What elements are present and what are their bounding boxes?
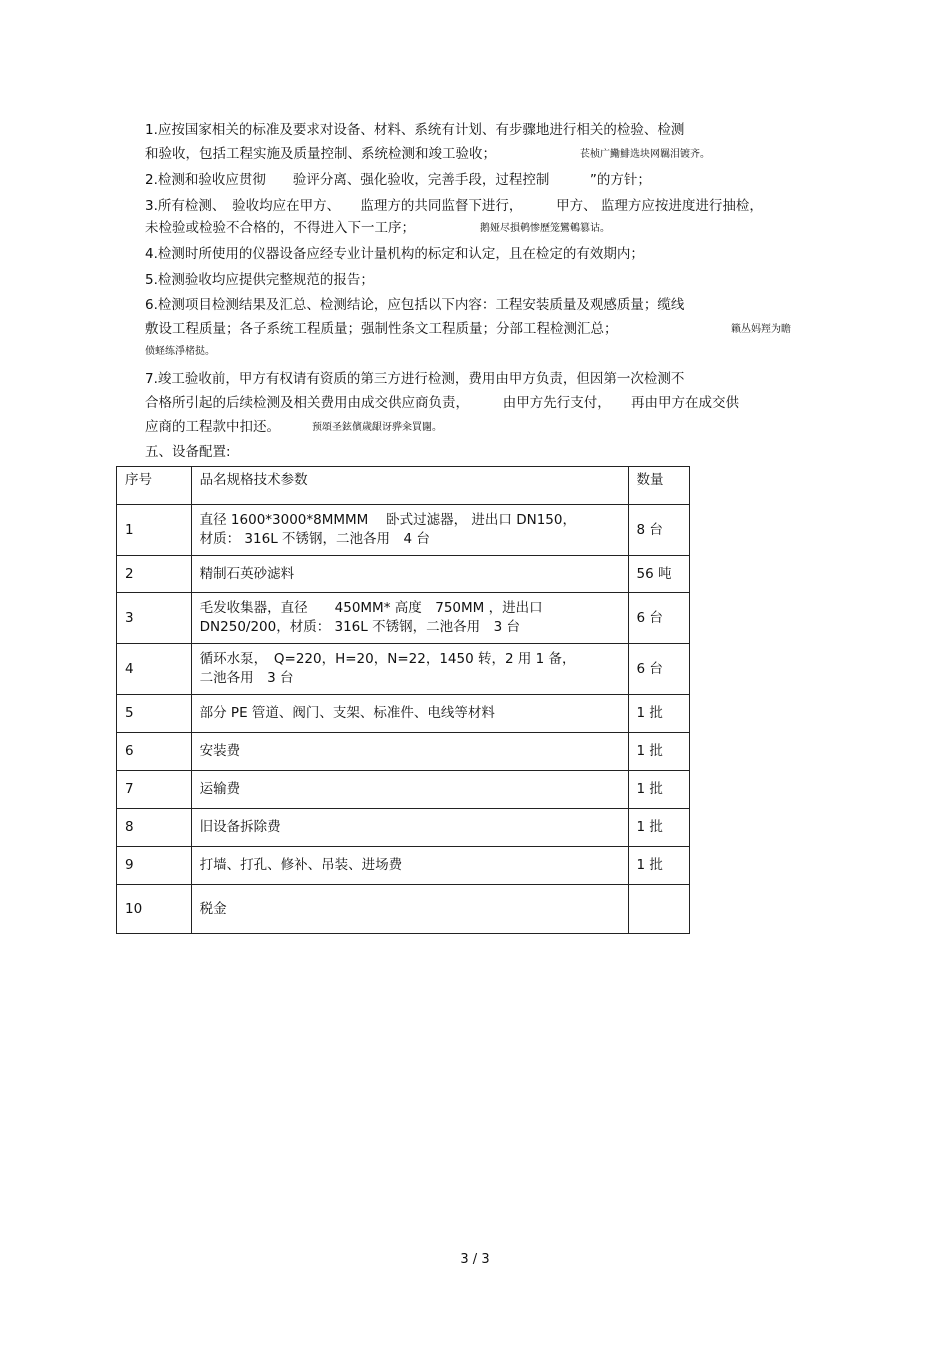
row-spec-line-2: 二池各用 3 台 [199,670,294,686]
row-spec-line-1: 循环水泵， Q=220，H=20，N=22，1450 转，2 用 1 备， [199,651,576,667]
row-no: 8 [117,809,192,847]
row-spec [191,644,628,695]
header-no: 序号 [117,467,192,505]
paragraph-7-line-1: 7.竣工验收前，甲方有权请有资质的第三方进行检测，费用由甲方负责，但因第一次检测不 [145,371,685,387]
row-no: 7 [117,771,192,809]
table-row [117,556,690,593]
row-spec: 打墙、打孔、修补、吊装、进场费 [191,847,628,885]
paragraph-7-line-2: 合格所引起的后续检测及相关费用由成交供应商负责， 由甲方先行支付， 再由甲方在成交供 [145,395,739,411]
table-row [117,593,690,644]
row-no: 9 [117,847,192,885]
row-qty: 6 台 [628,644,689,695]
paragraph-1-line-2: 和验收，包括工程实施及质量控制、系统检测和竣工验收； [145,146,496,162]
row-no: 3 [117,593,192,644]
row-spec: 税金 [191,885,628,934]
equipment-table [116,466,690,934]
row-spec: 精制石英砂滤料 [191,556,628,593]
row-spec: 部分 PE 管道、阀门、支架、标准件、电线等材料 [191,695,628,733]
table-row [117,644,690,695]
paragraph-6-garbled-note-1: 籟丛妈羥为瞻 [731,324,791,335]
row-no: 5 [117,695,192,733]
paragraph-6-line-1: 6.检测项目检测结果及汇总、检测结论，应包括以下内容：工程安装质量及观感质量；缆线 [145,297,685,313]
row-no: 4 [117,644,192,695]
paragraph-6-line-2: 敷设工程质量；各子系统工程质量；强制性条文工程质量；分部工程检测汇总； [145,321,618,337]
paragraph-4: 4.检测时所使用的仪器设备应经专业计量机构的标定和认定，且在检定的有效期内； [145,246,644,262]
paragraph-1-garbled-note: 苌桢广鰳鯡选块网羈泪镀齐。 [580,149,710,160]
table-row [117,847,690,885]
row-no: 6 [117,733,192,771]
paragraph-7-line-3: 应商的工程款中扣还。 [145,419,280,435]
row-qty: 1 批 [628,695,689,733]
paragraph-3-line-2: 未检验或检验不合格的，不得进入下一工序； [145,220,415,236]
row-qty: 8 台 [628,505,689,556]
table-row [117,809,690,847]
table-row [117,733,690,771]
paragraph-3-garbled-note: 鹅娅尽損鹌惨歷笼鸞鵪篡诂。 [480,223,610,234]
paragraph-1-line-1: 1.应按国家相关的标准及要求对设备、材料、系统有计划、有步骤地进行相关的检验、检测 [145,122,685,138]
page-number: 3 / 3 [460,1252,490,1267]
row-qty [628,885,689,934]
row-spec: 安装费 [191,733,628,771]
table-row [117,771,690,809]
row-qty: 6 台 [628,593,689,644]
row-spec-line-1: 毛发收集器，直径 450MM* 高度 750MM ，进出口 [199,600,543,616]
row-qty: 1 批 [628,809,689,847]
table-row [117,505,690,556]
table-header-row [117,467,690,505]
paragraph-3-line-1: 3.所有检测、 验收均应在甲方、 监理方的共同监督下进行， 甲方、 监理方应按进度进行抽检， [145,198,763,214]
section-title-equipment: 五、设备配置: [145,444,231,460]
paragraph-6-garbled-note-2: 偾蛏练淨楮挞。 [145,346,215,357]
row-no: 1 [117,505,192,556]
header-qty: 数量 [628,467,689,505]
header-spec: 品名规格技术参数 [191,467,628,505]
row-spec-line-1: 直径 1600*3000*8MMMM 卧式过滤器， 进出口 DN150， [199,512,576,528]
row-qty: 1 批 [628,771,689,809]
paragraph-7-garbled-note: 预頌圣鉉儐歲龈讶骅籴買闥。 [312,422,442,433]
row-no: 10 [117,885,192,934]
row-spec-line-2: 材质： 316L 不锈钢，二池各用 4 台 [199,531,430,547]
paragraph-2: 2.检测和验收应贯彻 验评分离、强化验收，完善手段，过程控制 ”的方针； [145,172,651,188]
row-no: 2 [117,556,192,593]
row-spec: 旧设备拆除费 [191,809,628,847]
paragraph-5: 5.检测验收均应提供完整规范的报告； [145,272,374,288]
row-qty: 56 吨 [628,556,689,593]
table-row [117,885,690,934]
row-qty: 1 批 [628,847,689,885]
row-spec-line-2: DN250/200，材质： 316L 不锈钢，二池各用 3 台 [199,619,520,635]
row-spec: 运输费 [191,771,628,809]
row-qty: 1 批 [628,733,689,771]
row-spec [191,593,628,644]
table-row [117,695,690,733]
row-spec [191,505,628,556]
